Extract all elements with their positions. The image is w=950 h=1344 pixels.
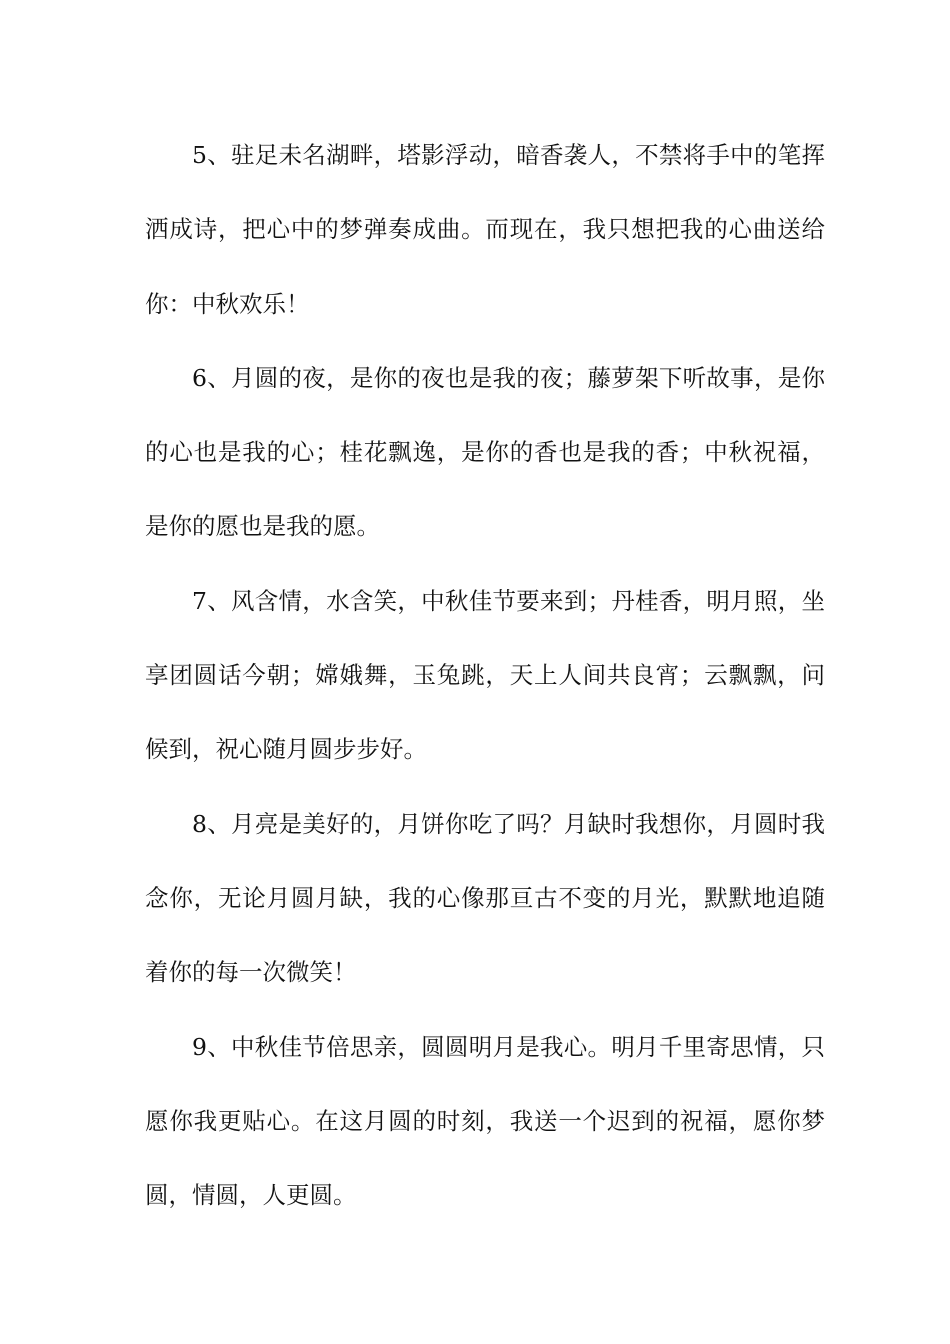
paragraph-5: 5、驻足未名湖畔，塔影浮动，暗香袭人，不禁将手中的笔挥洒成诗，把心中的梦弹奏成曲。而现在，我只想把我的心曲送给你：中秋欢乐！ <box>145 141 825 318</box>
paragraph-9: 9、中秋佳节倍思亲，圆圆明月是我心。明月千里寄思情，只愿你我更贴心。在这月圆的时刻，我送一个迟到的祝福，愿你梦圆，情圆，人更圆。 <box>145 1032 825 1210</box>
paragraph-7: 7、风含情，水含笑，中秋佳节要来到；丹桂香，明月照，坐享团圆话今朝；嫦娥舞，玉兔跳，天上人间共良宵；云飘飘，问候到，祝心随月圆步步好。 <box>145 586 825 764</box>
document-body <box>145 118 825 1232</box>
paragraph-6: 6、月圆的夜，是你的夜也是我的夜；藤萝架下听故事，是你的心也是我的心；桂花飘逸，是你的香也是我的香；中秋祝福，是你的愿也是我的愿。 <box>145 363 825 541</box>
paragraph-8: 8、月亮是美好的，月饼你吃了吗？月缺时我想你，月圆时我念你，无论月圆月缺，我的心像那亘古不变的月光，默默地追随着你的每一次微笑！ <box>145 809 825 987</box>
